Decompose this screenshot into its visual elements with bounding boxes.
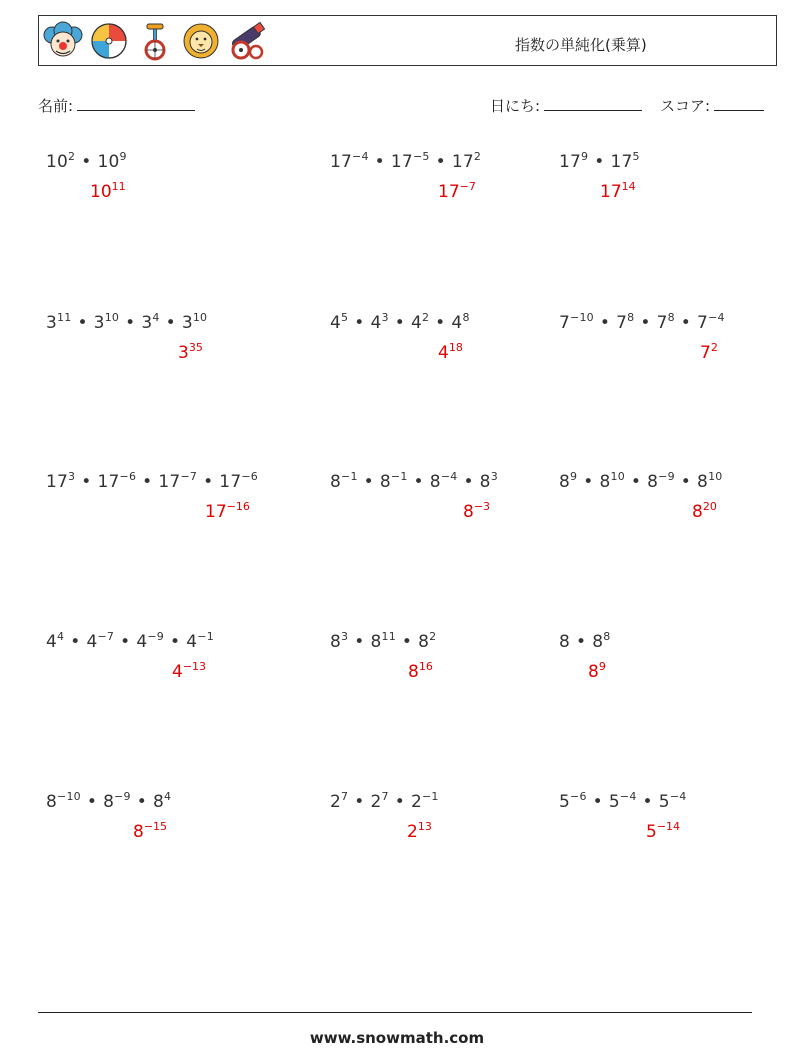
score-field [660, 95, 764, 116]
power-term-exponent: 4 [164, 790, 172, 803]
answer-key [646, 820, 680, 842]
power-term-base: 17 [559, 152, 582, 172]
problem-expression [330, 311, 470, 333]
problem-expression [559, 311, 725, 333]
power-term-exponent: −4 [669, 790, 687, 803]
power-term-base: 4 [451, 313, 463, 333]
answer-power [408, 662, 433, 682]
power-term-base: 5 [559, 792, 571, 812]
multiply-dot: • [592, 792, 603, 812]
power-term [697, 313, 725, 333]
power-term-base: 3 [141, 313, 153, 333]
multiply-dot: • [165, 313, 176, 333]
power-term-base: 17 [610, 152, 633, 172]
power-term-base: 7 [559, 313, 571, 333]
multiply-dot: • [170, 632, 181, 652]
power-term [697, 472, 722, 492]
power-term [182, 313, 207, 333]
power-term-base: 7 [616, 313, 628, 333]
problem-expression [46, 150, 127, 172]
power-term-exponent: −9 [114, 790, 131, 803]
answer-key [90, 180, 126, 202]
power-term-exponent: 3 [68, 470, 76, 483]
power-term-exponent: 7 [381, 790, 389, 803]
power-term-exponent: 3 [490, 470, 498, 483]
power-term [430, 472, 458, 492]
power-term-exponent: 11 [57, 311, 72, 324]
worksheet-header [38, 15, 777, 66]
power-term-exponent: 3 [381, 311, 389, 324]
answer-key [438, 341, 463, 363]
power-term [559, 792, 587, 812]
multiply-dot: • [401, 632, 413, 652]
power-term [559, 152, 588, 172]
power-term [370, 313, 388, 333]
answer-power-exponent: 18 [448, 341, 463, 354]
power-term-exponent: 9 [581, 150, 589, 163]
power-term-exponent: 10 [610, 470, 625, 483]
power-term [141, 313, 159, 333]
answer-power-base: 5 [646, 822, 657, 842]
problem-expression [559, 630, 611, 652]
power-term-exponent: −6 [119, 470, 137, 483]
answer-power-base: 17 [438, 182, 460, 202]
power-term-base: 8 [599, 472, 611, 492]
power-term-base: 7 [697, 313, 709, 333]
clown-icon [43, 21, 83, 61]
power-term [46, 152, 75, 172]
power-term [609, 792, 637, 812]
multiply-dot: • [630, 472, 642, 492]
multiply-dot: • [374, 152, 385, 172]
power-term-exponent: 2 [473, 150, 482, 163]
answer-power-base: 4 [438, 343, 449, 363]
power-term-exponent: 10 [708, 470, 723, 483]
power-term-base: 17 [97, 472, 120, 492]
problem-expression [330, 790, 439, 812]
power-term [559, 313, 594, 333]
date-label: 日にち: [490, 97, 541, 115]
multiply-dot: • [203, 472, 214, 492]
power-term-base: 2 [370, 792, 382, 812]
name-blank[interactable] [77, 96, 195, 111]
power-term-base: 2 [330, 792, 342, 812]
power-term-exponent: 2 [68, 150, 76, 163]
multiply-dot: • [81, 472, 92, 492]
power-term-exponent: 8 [462, 311, 470, 324]
answer-power-base: 3 [178, 343, 189, 363]
problem-expression [559, 150, 640, 172]
power-term-exponent: 9 [570, 470, 578, 483]
power-term-base: 5 [608, 792, 620, 812]
power-term-exponent: −5 [412, 150, 430, 163]
answer-key [205, 500, 250, 522]
power-term-base: 3 [93, 313, 105, 333]
answer-power-exponent: −14 [656, 820, 681, 833]
power-term [480, 472, 498, 492]
power-term [592, 632, 610, 652]
power-term [452, 152, 481, 172]
answer-power-base: 8 [133, 822, 144, 842]
power-term-base: 4 [136, 632, 148, 652]
power-term [391, 152, 430, 172]
power-term-base: 10 [97, 152, 120, 172]
answer-power [438, 343, 463, 363]
answer-power-base: 2 [407, 822, 418, 842]
answer-power-base: 4 [172, 662, 183, 682]
power-term-exponent: −4 [352, 150, 369, 163]
power-term [559, 632, 570, 652]
power-term [559, 472, 577, 492]
answer-power [588, 662, 606, 682]
answer-power-base: 10 [90, 182, 112, 202]
beach-ball-icon [89, 21, 129, 61]
answer-key [438, 180, 476, 202]
power-term-exponent: −9 [658, 470, 675, 483]
answer-power [692, 502, 717, 522]
power-term-base: 4 [86, 632, 98, 652]
answer-power-base: 8 [463, 502, 474, 522]
multiply-dot: • [594, 152, 605, 172]
power-term [330, 632, 348, 652]
power-term [411, 313, 429, 333]
multiply-dot: • [142, 472, 153, 492]
power-term [370, 632, 395, 652]
power-term [86, 632, 114, 652]
power-term [659, 792, 687, 812]
power-term-base: 8 [46, 792, 58, 812]
lion-icon [181, 21, 221, 61]
power-term [46, 313, 71, 333]
power-term [647, 472, 675, 492]
power-term-base: 8 [152, 792, 165, 812]
multiply-dot: • [81, 152, 92, 172]
power-term-exponent: −6 [241, 470, 258, 483]
multiply-dot: • [463, 472, 474, 492]
power-term-exponent: −4 [619, 790, 637, 803]
answer-power-exponent: 2 [710, 341, 718, 354]
answer-power-base: 17 [205, 502, 227, 522]
power-term-base: 8 [330, 632, 342, 652]
multiply-dot: • [394, 313, 405, 333]
power-term-base: 4 [186, 632, 198, 652]
power-term-exponent: 8 [627, 311, 635, 324]
answer-power-base: 7 [700, 343, 711, 363]
power-term [97, 472, 136, 492]
power-term-exponent: 10 [192, 311, 208, 324]
power-term-exponent: −9 [147, 630, 165, 643]
multiply-dot: • [354, 792, 365, 812]
power-term [610, 152, 639, 172]
date-field [490, 95, 642, 116]
power-term [380, 472, 408, 492]
power-term [186, 632, 214, 652]
power-term-base: 3 [181, 313, 193, 333]
answer-power [205, 502, 250, 522]
power-term-exponent: −7 [180, 470, 198, 483]
multiply-dot: • [86, 792, 98, 812]
multiply-dot: • [640, 313, 651, 333]
power-term-exponent: 5 [341, 311, 349, 324]
multiply-dot: • [642, 792, 653, 812]
date-blank[interactable] [544, 96, 642, 111]
answer-key [463, 500, 490, 522]
answer-power-exponent: 14 [621, 180, 636, 193]
footer-divider [38, 1012, 752, 1013]
power-term-exponent: −1 [197, 630, 214, 643]
multiply-dot: • [354, 313, 365, 333]
answer-power-exponent: −15 [143, 820, 168, 833]
power-term-exponent: 11 [381, 630, 396, 643]
answer-power [133, 822, 167, 842]
power-term-base: 8 [697, 472, 709, 492]
answer-power-base: 8 [692, 502, 703, 522]
power-term-base: 7 [656, 313, 668, 333]
answer-key [133, 820, 167, 842]
answer-power [646, 822, 680, 842]
power-term [46, 792, 81, 812]
problem-expression [46, 470, 258, 492]
power-term-exponent: −1 [341, 470, 358, 483]
power-term [153, 792, 171, 812]
power-term-base: 17 [158, 472, 181, 492]
power-term-exponent: −10 [570, 311, 594, 324]
power-term [616, 313, 634, 333]
power-term-base: 8 [370, 632, 382, 652]
answer-power [700, 343, 718, 363]
answer-key [588, 660, 606, 682]
power-term [94, 313, 119, 333]
answer-power-exponent: −3 [473, 500, 491, 513]
power-term-base: 17 [451, 152, 474, 172]
power-term-base: 8 [330, 472, 342, 492]
multiply-dot: • [599, 313, 611, 333]
answer-power-exponent: 20 [702, 500, 717, 513]
power-term-exponent: −4 [708, 311, 725, 324]
power-term-base: 8 [379, 472, 391, 492]
worksheet-title: 指数の単純化(乗算) [515, 36, 647, 54]
answer-power-exponent: 9 [598, 660, 606, 673]
power-term [136, 632, 164, 652]
power-term-exponent: −6 [570, 790, 587, 803]
power-term-exponent: 9 [119, 150, 127, 163]
power-term [103, 792, 131, 812]
power-term-exponent: 4 [152, 311, 160, 324]
power-term-base: 17 [46, 472, 69, 492]
power-term [330, 472, 358, 492]
answer-power-exponent: 16 [418, 660, 433, 673]
name-label: 名前: [38, 97, 74, 115]
problem-expression [330, 470, 498, 492]
name-field [38, 95, 195, 116]
power-term-base: 5 [658, 792, 670, 812]
power-term-exponent: 7 [341, 790, 349, 803]
unicycle-icon [135, 21, 175, 61]
multiply-dot: • [363, 472, 374, 492]
power-term-exponent: 2 [421, 311, 430, 324]
answer-key [172, 660, 206, 682]
answer-key [178, 341, 203, 363]
power-term-base: 8 [647, 472, 659, 492]
header-icons [43, 19, 267, 63]
answer-power-exponent: 35 [188, 341, 203, 354]
multiply-dot: • [120, 632, 131, 652]
power-term [599, 472, 624, 492]
power-term-exponent: 8 [603, 630, 611, 643]
answer-power [600, 182, 636, 202]
power-term-base: 10 [46, 152, 69, 172]
power-term [657, 313, 675, 333]
power-term [330, 792, 348, 812]
power-term-exponent: −10 [57, 790, 81, 803]
power-term-base: 8 [418, 632, 430, 652]
answer-power-exponent: 11 [111, 180, 126, 193]
answer-power-exponent: −13 [182, 660, 207, 673]
power-term-base: 4 [410, 313, 422, 333]
multiply-dot: • [435, 313, 446, 333]
power-term-exponent: −7 [97, 630, 115, 643]
multiply-dot: • [680, 313, 692, 333]
power-term-exponent: 3 [341, 630, 349, 643]
power-term-base: 8 [103, 792, 115, 812]
problem-expression [46, 630, 214, 652]
answer-power [178, 343, 203, 363]
answer-power-exponent: −16 [226, 500, 250, 513]
multiply-dot: • [413, 472, 424, 492]
answer-key [692, 500, 717, 522]
power-term [97, 152, 126, 172]
power-term [219, 472, 258, 492]
answer-power-exponent: −7 [459, 180, 476, 193]
power-term-exponent: 10 [104, 311, 120, 324]
power-term [418, 632, 436, 652]
power-term-base: 17 [219, 472, 242, 492]
power-term-exponent: 8 [667, 311, 675, 324]
multiply-dot: • [77, 313, 88, 333]
power-term [330, 313, 348, 333]
answer-power-exponent: 13 [417, 820, 432, 833]
footer-url: www.snowmath.com [309, 1029, 485, 1047]
answer-power [407, 822, 432, 842]
answer-power [438, 182, 476, 202]
answer-power [90, 182, 126, 202]
power-term-base: 8 [559, 632, 571, 652]
power-term-base: 17 [330, 152, 353, 172]
answer-key [700, 341, 718, 363]
score-label: スコア: [660, 97, 711, 115]
power-term-base: 8 [479, 472, 491, 492]
power-term-exponent: −4 [440, 470, 458, 483]
answer-power [463, 502, 490, 522]
multiply-dot: • [354, 632, 365, 652]
power-term-exponent: 2 [429, 630, 437, 643]
power-term-exponent: 4 [57, 630, 65, 643]
problem-expression [559, 790, 686, 812]
multiply-dot: • [576, 632, 587, 652]
power-term-base: 3 [46, 313, 58, 333]
power-term-base: 4 [370, 313, 382, 333]
multiply-dot: • [136, 792, 147, 812]
answer-key [600, 180, 636, 202]
answer-power [172, 662, 206, 682]
multiply-dot: • [435, 152, 446, 172]
power-term [46, 472, 75, 492]
power-term [46, 632, 64, 652]
multiply-dot: • [125, 313, 136, 333]
power-term [330, 152, 369, 172]
multiply-dot: • [70, 632, 81, 652]
multiply-dot: • [583, 472, 594, 492]
power-term-base: 4 [330, 313, 342, 333]
problem-expression [330, 150, 481, 172]
score-blank[interactable] [714, 96, 764, 111]
power-term [451, 313, 469, 333]
power-term [370, 792, 388, 812]
problem-expression [46, 790, 171, 812]
answer-power-base: 17 [600, 182, 622, 202]
multiply-dot: • [680, 472, 692, 492]
power-term-base: 8 [559, 472, 571, 492]
multiply-dot: • [394, 792, 405, 812]
power-term [411, 792, 439, 812]
problem-expression [46, 311, 207, 333]
power-term-base: 8 [429, 472, 441, 492]
power-term-exponent: −1 [421, 790, 439, 803]
power-term-exponent: 5 [632, 150, 640, 163]
problem-expression [330, 630, 436, 652]
power-term-base: 2 [410, 792, 422, 812]
answer-key [407, 820, 432, 842]
power-term-exponent: −1 [390, 470, 408, 483]
cannon-icon [227, 21, 267, 61]
answer-key [408, 660, 433, 682]
answer-power-base: 8 [588, 662, 599, 682]
power-term-base: 4 [46, 632, 58, 652]
power-term-base: 17 [390, 152, 413, 172]
power-term-base: 8 [592, 632, 604, 652]
problem-expression [559, 470, 722, 492]
answer-power-base: 8 [408, 662, 419, 682]
power-term [158, 472, 197, 492]
